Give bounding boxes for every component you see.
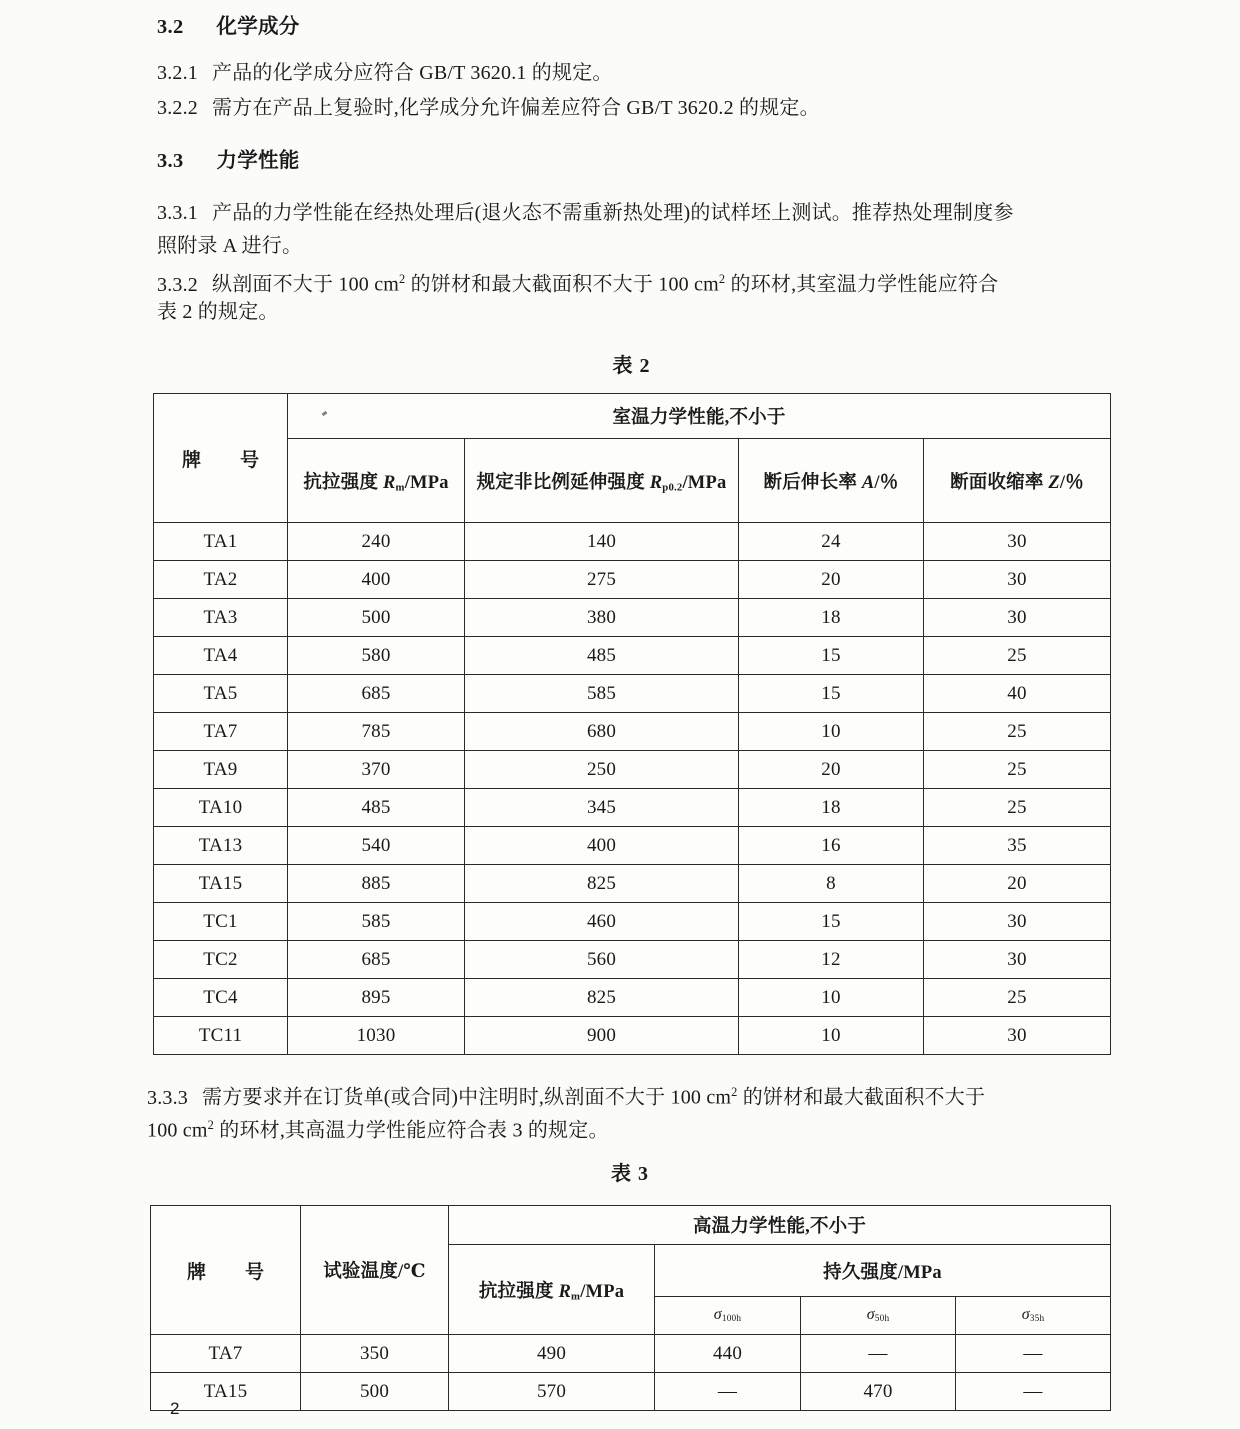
table-3-header-sigma-100h: $\sigma_{100h}$: [655, 1297, 801, 1335]
cell-proof: 380: [465, 599, 739, 637]
cell-tensile: 895: [288, 979, 465, 1017]
cell-grade: TA10: [154, 789, 288, 827]
superscript-square: 2: [731, 1085, 738, 1099]
paragraph-text-line1: 产品的力学性能在经热处理后(退火态不需重新热处理)的试样坯上测试。推荐热处理制度参: [212, 202, 1014, 224]
paragraph-3-3-1-continued: [157, 230, 1119, 263]
cell-grade: TA13: [154, 827, 288, 865]
table-2: [153, 393, 1111, 1055]
cell-proof: 900: [465, 1017, 739, 1055]
cell-sigma-50h: 470: [801, 1373, 956, 1411]
cell-tensile: 885: [288, 865, 465, 903]
cell-grade: TA7: [154, 713, 288, 751]
page-number: 2: [170, 1399, 180, 1418]
table-row: [154, 637, 1111, 675]
cell-sigma-50h: —: [801, 1335, 956, 1373]
table-row: [154, 599, 1111, 637]
paragraph-number: 3.3.1: [157, 202, 198, 224]
cell-reduction: 30: [924, 941, 1111, 979]
table-2-header-group: 室温力学性能,不小于: [288, 394, 1111, 439]
cell-proof: 585: [465, 675, 739, 713]
cell-elongation: 18: [739, 599, 924, 637]
cell-reduction: 20: [924, 865, 1111, 903]
table-row: [154, 751, 1111, 789]
cell-proof: 485: [465, 637, 739, 675]
table-3-header-sigma-35h: $\sigma_{35h}$: [956, 1297, 1111, 1335]
table-row: [154, 903, 1111, 941]
table-2-header-row-1: [154, 394, 1111, 439]
cell-tensile: 585: [288, 903, 465, 941]
clause-heading-3-3: [157, 143, 300, 173]
cell-elongation: 20: [739, 751, 924, 789]
table-3-header-test-temperature: 试验温度/℃: [301, 1206, 449, 1335]
cell-reduction: 30: [924, 599, 1111, 637]
table-3-caption: 表 3: [611, 1163, 649, 1185]
cell-grade: TC11: [154, 1017, 288, 1055]
cell-reduction: 30: [924, 561, 1111, 599]
cell-elongation: 20: [739, 561, 924, 599]
paragraph-text-line2: 照附录 A 进行。: [157, 235, 303, 257]
cell-reduction: 30: [924, 903, 1111, 941]
cell-elongation: 15: [739, 637, 924, 675]
table-2-caption: 表 2: [612, 355, 651, 377]
cell-tensile: 1030: [288, 1017, 465, 1055]
paragraph-text: 需方在产品上复验时,化学成分允许偏差应符合 GB/T 3620.2 的规定。: [212, 97, 820, 119]
cell-proof: 140: [465, 523, 739, 561]
cell-proof: 275: [465, 561, 739, 599]
paragraph-3-3-1: [157, 197, 1119, 230]
cell-tensile: 570: [449, 1373, 655, 1411]
cell-elongation: 10: [739, 713, 924, 751]
cell-sigma-35h: —: [956, 1373, 1111, 1411]
table-row: [151, 1373, 1111, 1411]
cell-grade: TA7: [151, 1335, 301, 1373]
cell-elongation: 12: [739, 941, 924, 979]
table-row: [154, 789, 1111, 827]
clause-heading-3-2: [157, 9, 300, 39]
superscript-square: 2: [207, 1118, 215, 1132]
paragraph-3-2-1: [157, 57, 1117, 90]
clause-number: 3.3: [157, 150, 184, 172]
table-3-header-row-1: [151, 1206, 1111, 1245]
table-row: [154, 941, 1111, 979]
paragraph-text-line2: 表 2 的规定。: [157, 301, 279, 323]
table-3: [150, 1205, 1111, 1411]
cell-reduction: 35: [924, 827, 1111, 865]
table-row: [154, 713, 1111, 751]
paragraph-text: 产品的化学成分应符合 GB/T 3620.1 的规定。: [212, 62, 613, 84]
cell-tensile: 685: [288, 941, 465, 979]
cell-reduction: 25: [924, 789, 1111, 827]
cell-sigma-35h: —: [956, 1335, 1111, 1373]
cell-elongation: 8: [739, 865, 924, 903]
table-row: [154, 561, 1111, 599]
paragraph-text-b: 的环材,其高温力学性能应符合表 3 的规定。: [214, 1119, 609, 1142]
paragraph-text-a: 100 cm: [147, 1119, 208, 1142]
table-2-header-grade: 牌 号: [154, 394, 288, 523]
cell-grade: TC1: [154, 903, 288, 941]
table-3-header-grade: 牌 号: [151, 1206, 301, 1335]
cell-elongation: 15: [739, 675, 924, 713]
table-3-header-sigma-50h: $\sigma_{50h}$: [801, 1297, 956, 1335]
paragraph-number: 3.2.1: [157, 62, 198, 84]
cell-sigma-100h: —: [655, 1373, 801, 1411]
cell-temperature: 500: [301, 1373, 449, 1411]
paragraph-text-b: 的饼材和最大截面积不大于 100 cm: [405, 273, 719, 296]
cell-elongation: 10: [739, 1017, 924, 1055]
cell-reduction: 40: [924, 675, 1111, 713]
cell-grade: TA15: [154, 865, 288, 903]
cell-proof: 345: [465, 789, 739, 827]
cell-proof: 680: [465, 713, 739, 751]
cell-reduction: 25: [924, 751, 1111, 789]
paragraph-number: 3.3.2: [157, 273, 198, 296]
cell-elongation: 15: [739, 903, 924, 941]
paragraph-number: 3.2.2: [157, 97, 198, 119]
paragraph-text-b: 的饼材和最大截面积不大于: [737, 1086, 986, 1109]
cell-tensile: 685: [288, 675, 465, 713]
cell-tensile: 490: [449, 1335, 655, 1373]
cell-tensile: 485: [288, 789, 465, 827]
paragraph-3-3-2-continued: [157, 296, 1119, 329]
table-3-header-tensile-strength: 抗拉强度 $R_m$/MPa: [449, 1245, 655, 1335]
table-3-header-rupture-strength: 持久强度/MPa: [655, 1245, 1111, 1297]
table-row: [154, 865, 1111, 903]
cell-grade: TA15: [151, 1373, 301, 1411]
cell-grade: TA2: [154, 561, 288, 599]
cell-proof: 460: [465, 903, 739, 941]
cell-grade: TA5: [154, 675, 288, 713]
table-2-header-tensile-strength: 抗拉强度 $R_m$/MPa: [288, 439, 465, 523]
table-2-header-elongation: 断后伸长率 A/％: [739, 439, 924, 523]
cell-grade: TA3: [154, 599, 288, 637]
cell-grade: TA1: [154, 523, 288, 561]
cell-proof: 825: [465, 865, 739, 903]
cell-grade: TA9: [154, 751, 288, 789]
cell-temperature: 350: [301, 1335, 449, 1373]
table-row: [154, 1017, 1111, 1055]
cell-grade: TA4: [154, 637, 288, 675]
table-row: [154, 979, 1111, 1017]
cell-tensile: 370: [288, 751, 465, 789]
table-2-header-reduction: 断面收缩率 Z/％: [924, 439, 1111, 523]
paragraph-3-2-2: [157, 92, 1117, 125]
cell-elongation: 18: [739, 789, 924, 827]
paragraph-number: 3.3.3: [147, 1086, 188, 1109]
clause-title: 力学性能: [216, 150, 300, 172]
cell-reduction: 30: [924, 523, 1111, 561]
cell-grade: TC2: [154, 941, 288, 979]
clause-number: 3.2: [157, 16, 184, 38]
cell-reduction: 25: [924, 637, 1111, 675]
superscript-square: 2: [718, 272, 726, 286]
cell-tensile: 500: [288, 599, 465, 637]
cell-proof: 825: [465, 979, 739, 1017]
cell-elongation: 16: [739, 827, 924, 865]
cell-tensile: 540: [288, 827, 465, 865]
paragraph-text-a: 纵剖面不大于 100 cm: [212, 273, 400, 296]
cell-reduction: 30: [924, 1017, 1111, 1055]
table-2-header-proof-strength: 规定非比例延伸强度 $R_{p0.2}$/MPa: [465, 439, 739, 523]
table-3-header-group: 高温力学性能,不小于: [449, 1206, 1111, 1245]
paragraph-3-3-3-continued: [147, 1109, 1122, 1148]
superscript-square: 2: [399, 272, 406, 286]
cell-proof: 250: [465, 751, 739, 789]
table-row: [154, 523, 1111, 561]
cell-sigma-100h: 440: [655, 1335, 801, 1373]
paragraph-text-a: 需方要求并在订货单(或合同)中注明时,纵剖面不大于 100 cm: [202, 1086, 732, 1109]
cell-tensile: 400: [288, 561, 465, 599]
cell-tensile: 785: [288, 713, 465, 751]
cell-grade: TC4: [154, 979, 288, 1017]
cell-proof: 400: [465, 827, 739, 865]
table-2-header-row-2: [154, 439, 1111, 523]
cell-elongation: 10: [739, 979, 924, 1017]
cell-reduction: 25: [924, 979, 1111, 1017]
cell-elongation: 24: [739, 523, 924, 561]
table-row: [154, 675, 1111, 713]
cell-tensile: 580: [288, 637, 465, 675]
cell-reduction: 25: [924, 713, 1111, 751]
table-row: [154, 827, 1111, 865]
cell-proof: 560: [465, 941, 739, 979]
clause-title: 化学成分: [216, 16, 300, 38]
paragraph-text-c: 的环材,其室温力学性能应符合: [725, 273, 999, 296]
cell-tensile: 240: [288, 523, 465, 561]
table-row: [151, 1335, 1111, 1373]
